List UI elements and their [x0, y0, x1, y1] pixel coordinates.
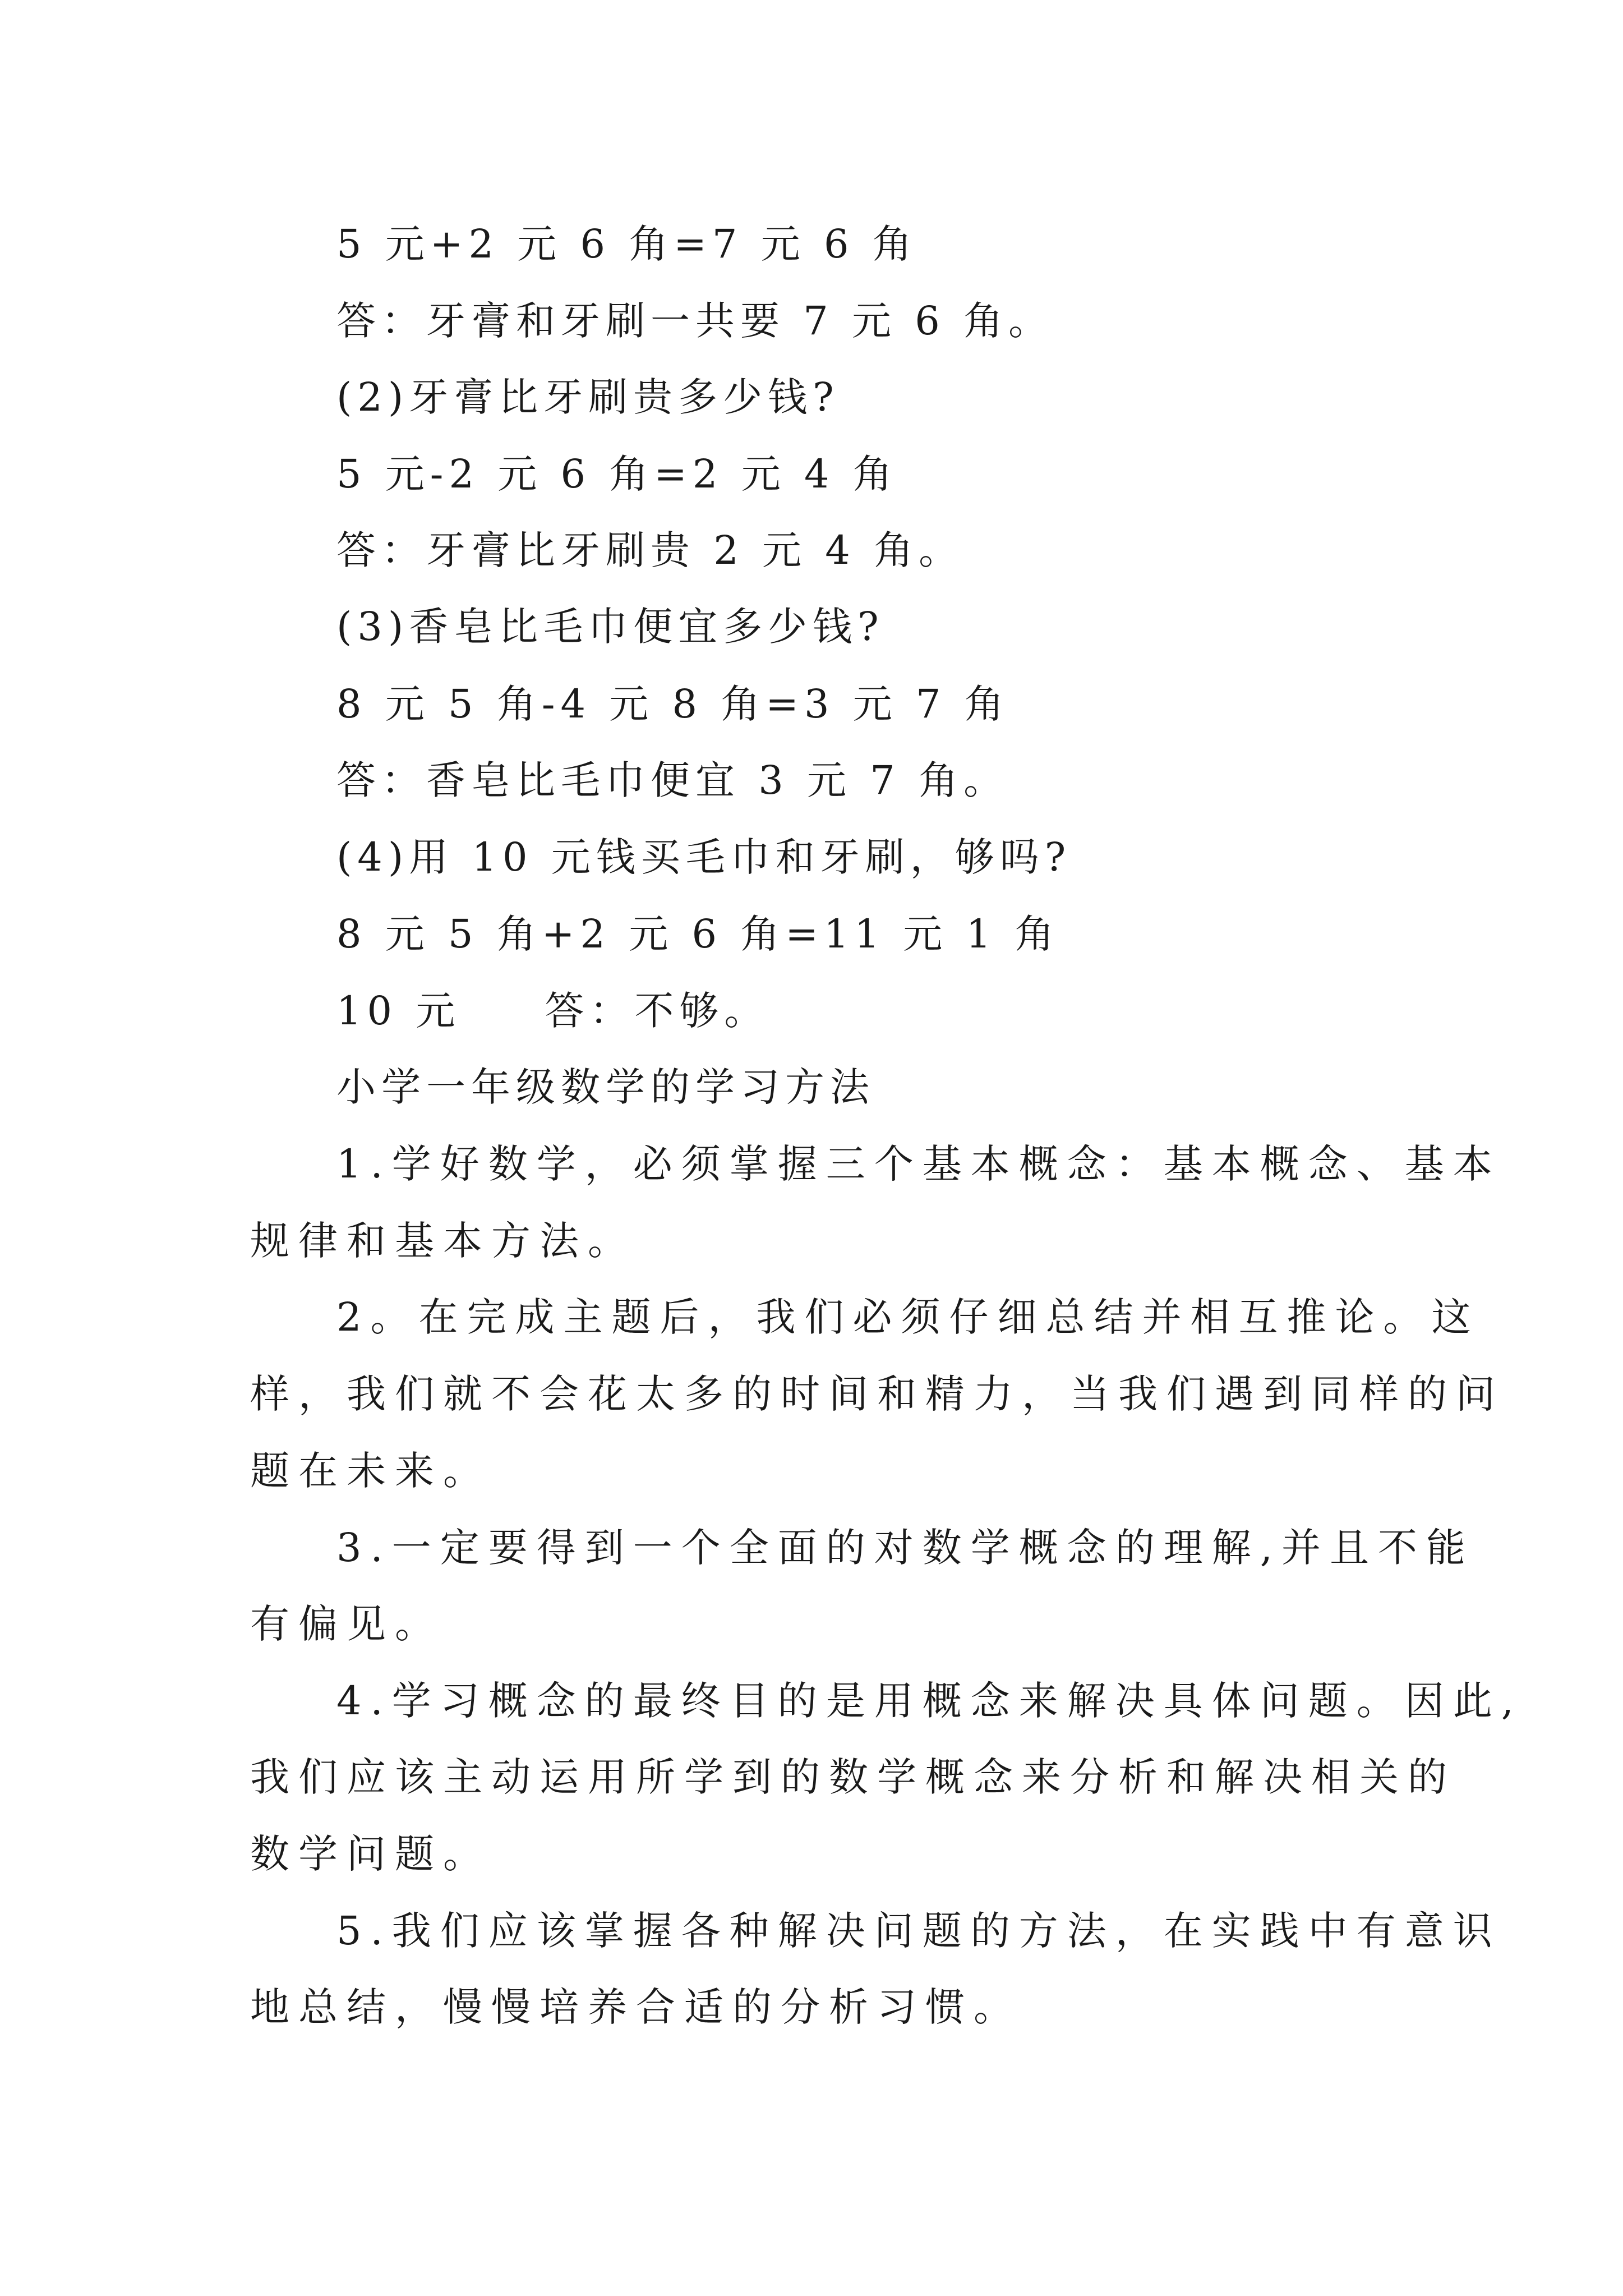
comparison-line	[336, 988, 769, 1034]
equation-line: 8 元 5 角+2 元 6 角=11 元 1 角	[336, 911, 1060, 957]
paragraph-2-line: 题在未来。	[250, 1448, 491, 1494]
equation-line: 5 元+2 元 6 角=7 元 6 角	[336, 221, 917, 267]
answer-line: 答：香皂比毛巾便宜 3 元 7 角。	[336, 757, 1009, 803]
question-line: (4)用 10 元钱买毛巾和牙刷，够吗?	[336, 834, 1072, 880]
section-title: 小学一年级数学的学习方法	[336, 1064, 875, 1110]
question-line: (2)牙膏比牙刷贵多少钱?	[336, 374, 840, 420]
answer-text: 答：不够。	[545, 988, 769, 1034]
paragraph-2-line: 样，我们就不会花太多的时间和精力，当我们遇到同样的问	[250, 1371, 1504, 1417]
paragraph-5-line: 地总结，慢慢培养合适的分析习惯。	[250, 1984, 1022, 2030]
answer-line: 答：牙膏和牙刷一共要 7 元 6 角。	[336, 298, 1054, 344]
question-line: (3)香皂比毛巾便宜多少钱?	[336, 604, 884, 650]
equation-line: 5 元-2 元 6 角=2 元 4 角	[336, 451, 898, 497]
paragraph-1-line: 1.学好数学，必须掌握三个基本概念：基本概念、基本	[336, 1141, 1501, 1187]
paragraph-1-line: 规律和基本方法。	[250, 1218, 636, 1264]
paragraph-3-line: 有偏见。	[250, 1601, 443, 1647]
paragraph-4-line: 我们应该主动运用所学到的数学概念来分析和解决相关的	[250, 1754, 1456, 1800]
paragraph-4-line: 数学问题。	[250, 1831, 491, 1877]
equation-line: 8 元 5 角-4 元 8 角=3 元 7 角	[336, 681, 1009, 727]
paragraph-2-line: 2。在完成主题后，我们必须仔细总结并相互推论。这	[336, 1294, 1480, 1340]
paragraph-5-line: 5.我们应该掌握各种解决问题的方法，在实践中有意识	[336, 1908, 1501, 1954]
paragraph-4-line: 4.学习概念的最终目的是用概念来解决具体问题。因此,	[336, 1678, 1523, 1724]
answer-line: 答：牙膏比牙刷贵 2 元 4 角。	[336, 527, 964, 573]
paragraph-3-line: 3.一定要得到一个全面的对数学概念的理解,并且不能	[336, 1525, 1475, 1571]
amount-text: 10 元	[336, 988, 461, 1034]
